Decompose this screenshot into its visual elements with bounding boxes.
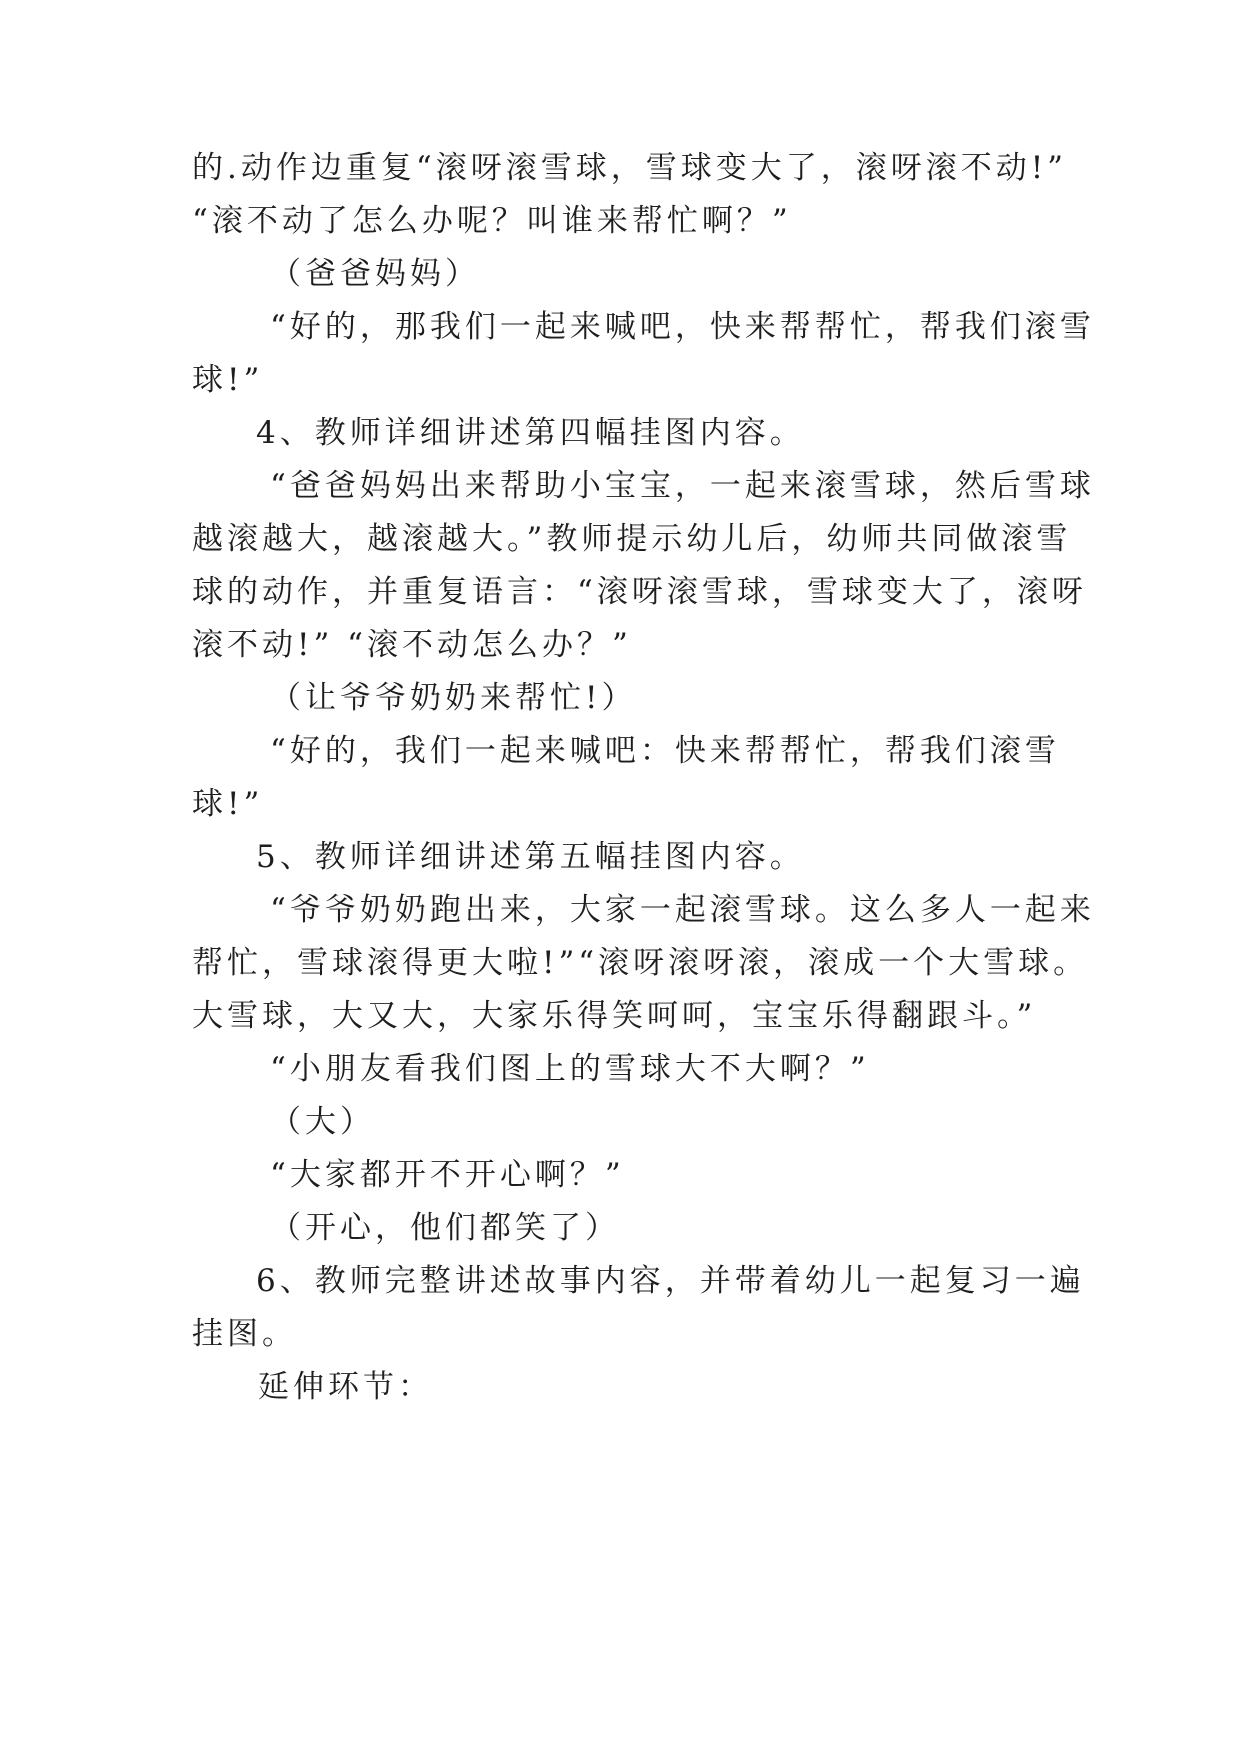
text-line: “爸爸妈妈出来帮助小宝宝，一起来滚雪球，然后雪球 (270, 468, 1095, 504)
text-line: “好的，那我们一起来喊吧，快来帮帮忙，帮我们滚雪 (270, 309, 1095, 345)
text-line: “爷爷奶奶跑出来，大家一起滚雪球。这么多人一起来 (270, 892, 1095, 928)
text-line: “滚不动了怎么办呢？叫谁来帮忙啊？” (192, 203, 792, 239)
text-line: 5、教师详细讲述第五幅挂图内容。 (256, 839, 805, 875)
text-line: 越滚越大，越滚越大。”教师提示幼儿后，幼师共同做滚雪 (192, 521, 1072, 557)
text-line: “小朋友看我们图上的雪球大不大啊？” (270, 1051, 870, 1087)
text-line: “大家都开不开心啊？” (270, 1157, 625, 1193)
text-line: 延伸环节： (258, 1369, 433, 1405)
text-line: （大） (270, 1104, 375, 1140)
text-line: 挂图。 (192, 1316, 297, 1352)
text-line: 滚不动!” “滚不动怎么办？” (192, 627, 632, 663)
text-line: （让爷爷奶奶来帮忙!） (270, 680, 637, 716)
text-line: 球!” (192, 786, 264, 822)
text-line: （开心，他们都笑了） (270, 1210, 620, 1246)
text-line: 大雪球，大又大，大家乐得笑呵呵，宝宝乐得翻跟斗。” (192, 998, 1037, 1034)
text-line: 4、教师详细讲述第四幅挂图内容。 (256, 415, 805, 451)
text-line: 球的动作，并重复语言：“滚呀滚雪球，雪球变大了，滚呀 (192, 574, 1087, 610)
text-line: 球!” (192, 362, 264, 398)
text-line: “好的，我们一起来喊吧：快来帮帮忙，帮我们滚雪 (270, 733, 1060, 769)
text-line: （爸爸妈妈） (270, 256, 480, 292)
text-line: 6、教师完整讲述故事内容，并带着幼儿一起复习一遍 (256, 1263, 1085, 1299)
text-line: 帮忙，雪球滚得更大啦!”“滚呀滚呀滚，滚成一个大雪球。 (192, 945, 1089, 981)
text-line: 的.动作边重复“滚呀滚雪球，雪球变大了，滚呀滚不动!” (192, 150, 1068, 186)
